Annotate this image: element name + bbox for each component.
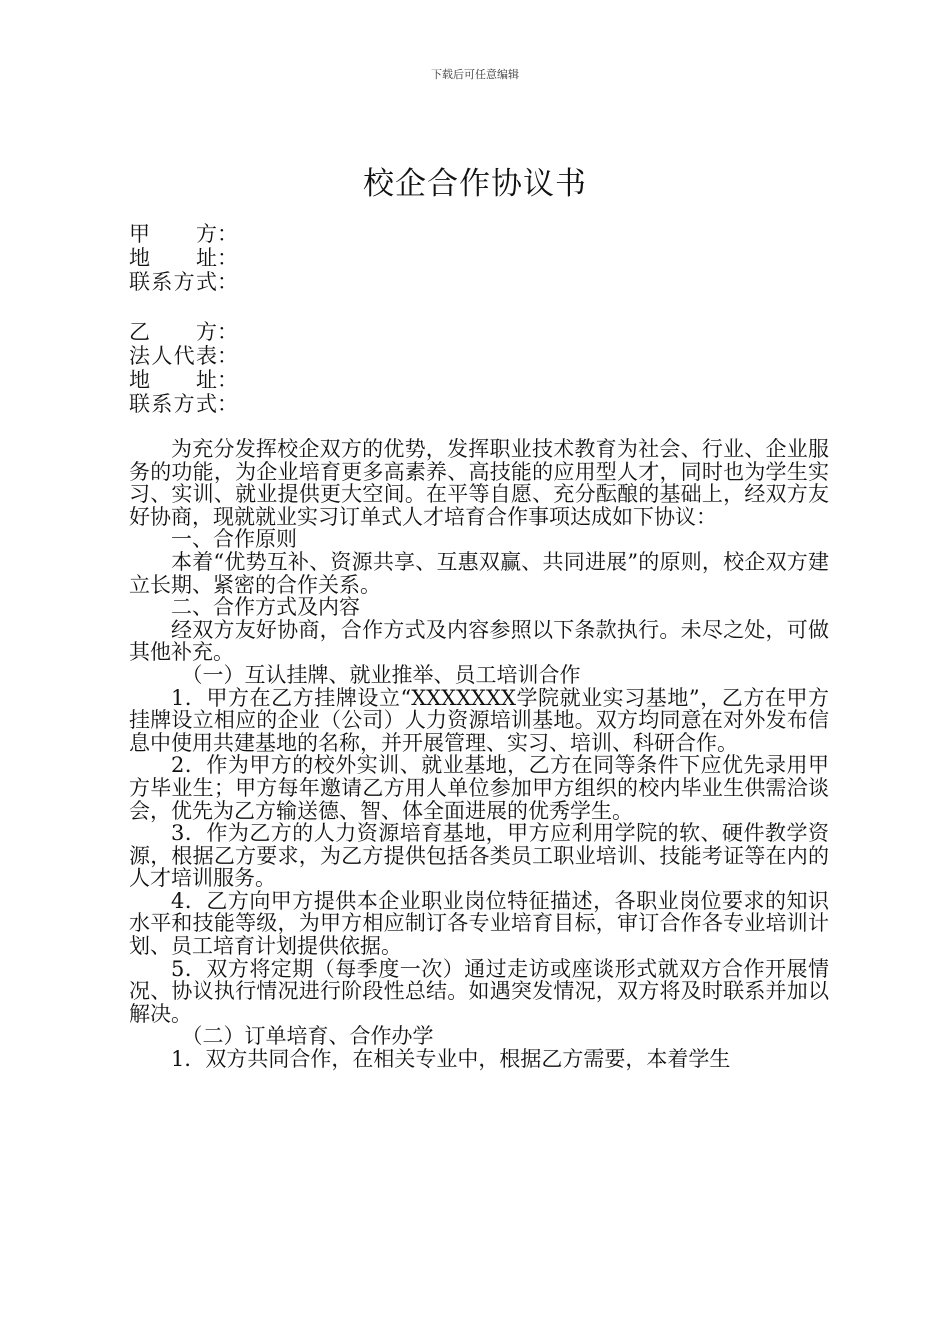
field-colon: ： [217,246,238,270]
field-colon: ： [217,270,238,294]
field-value [238,270,438,294]
paragraph: 2．作为甲方的校外实训、就业基地，乙方在同等条件下应优先录用甲方毕业生；甲方每年邀请乙方用人单位参加甲方组织的校内毕业生供需洽谈会，优先为乙方输送德、智、体全面进展的优秀学生。 [129,753,829,823]
paragraph: 1．甲方在乙方挂牌设立“XXXXXXX学院就业实习基地”，乙方在甲方挂牌设立相应的企业（公司）人力资源培训基地。双方均同意在对外发布信息中使用共建基地的名称，并开展管理、实习、培训、科研合作。 [129,685,829,755]
party-a-block [129,222,438,294]
paragraph: 经双方友好协商，合作方式及内容参照以下条款执行。未尽之处，可做其他补充。 [129,617,829,665]
field-label: 联系方式 [129,392,217,416]
party-b-field-row [129,344,438,368]
paragraph: 5．双方将定期（每季度一次）通过走访或座谈形式就双方合作开展情况、协议执行情况进行阶段性总结。如遇突发情况，双方将及时联系并加以解决。 [129,956,829,1026]
paragraph: 为充分发挥校企双方的优势，发挥职业技术教育为社会、行业、企业服务的功能，为企业培育更多高素养、高技能的应用型人才，同时也为学生实习、实训、就业提供更大空间。在平等自愿、充分酝酿的基础上，经双方友好协商，现就就业实习订单式人才培育合作事项达成如下协议： [129,437,829,529]
field-label: 地址 [129,246,217,270]
field-value [238,222,438,246]
paragraph: 4．乙方向甲方提供本企业职业岗位特征描述，各职业岗位要求的知识水平和技能等级，为甲方相应制订各专业培育目标，审订合作各专业培训计划、员工培育计划提供依据。 [129,888,829,959]
field-value [238,392,438,416]
field-label: 法人代表 [129,344,217,368]
field-colon: ： [217,368,238,392]
party-b-block [129,320,438,416]
field-label: 联系方式 [129,270,217,294]
party-a-field-row [129,270,438,294]
party-b-field-row [129,320,438,344]
party-b-field-row [129,368,438,392]
subsection-heading: （一）互认挂牌、就业推举、员工培训合作 [181,662,581,687]
field-value [238,320,438,344]
field-colon: ： [217,320,238,344]
paragraph: 3．作为乙方的人力资源培育基地，甲方应利用学院的软、硬件教学资源，根据乙方要求，为乙方提供包括各类员工职业培训、技能考证等在内的人才培训服务。 [129,821,829,891]
field-colon: ： [217,344,238,368]
field-value [238,344,438,368]
paragraph: 1．双方共同合作，在相关专业中，根据乙方需要，本着学生 [171,1047,731,1072]
field-value [238,368,438,392]
document-title: 校企合作协议书 [363,166,587,202]
party-b-field-row [129,392,438,416]
agreement-body [129,438,829,1071]
field-label: 地址 [129,368,217,392]
party-a-field-row [129,246,438,270]
field-colon: ： [217,392,238,416]
party-a-field-row [129,222,438,246]
header-note: 下载后可任意编辑 [431,68,519,81]
field-label: 甲方 [129,222,217,246]
section-heading: 二、合作方式及内容 [171,595,360,620]
field-label: 乙方 [129,320,217,344]
paragraph: 本着“优势互补、资源共享、互惠双赢、共同进展”的原则，校企双方建立长期、紧密的合作关系。 [129,549,829,597]
section-heading: 一、合作原则 [171,527,297,552]
field-colon: ： [217,222,238,246]
subsection-heading: （二）订单培育、合作办学 [181,1024,434,1049]
field-value [238,246,438,270]
